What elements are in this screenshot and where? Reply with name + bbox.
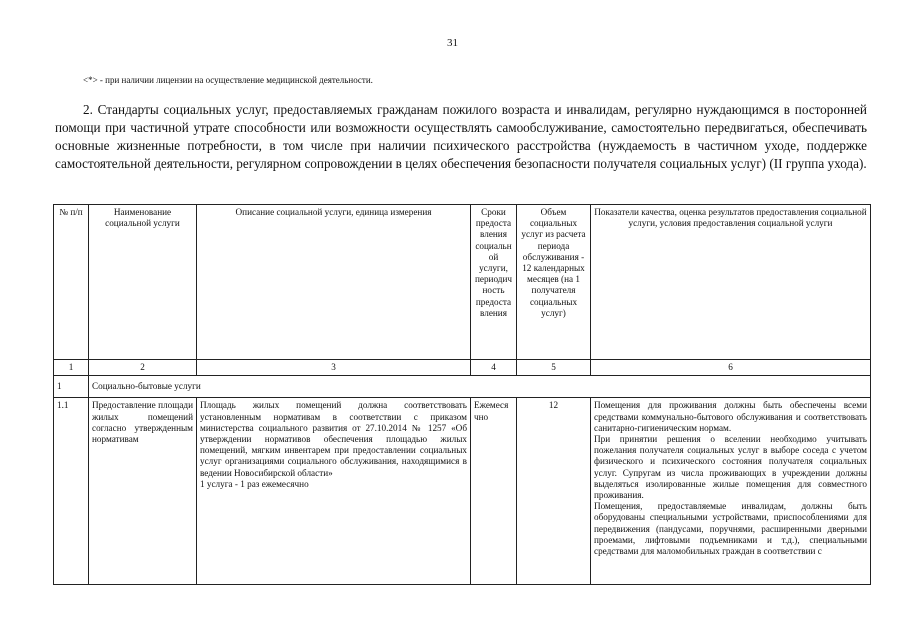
- quality-paragraph: Помещения, предоставляемые инвалидам, должны быть оборудованы специальными устройствами, приспособлениями для передвижения (пандусами, поручнями, расширенными дверными проемами, лифтовыми подъемниками и т.д.), специальными средствами для маломобильных граждан в соответствии с: [594, 501, 867, 557]
- section-title: Социально-бытовые услуги: [89, 376, 871, 398]
- quality-paragraph: Помещения для проживания должны быть обеспечены всеми средствами коммунально-бытового обслуживания и соответствовать санитарно-гигиеническим нормам.: [594, 400, 867, 433]
- row-description: [197, 398, 471, 585]
- row-volume: 12: [517, 398, 591, 585]
- header-volume: Объем социальных услуг из расчета периода обслуживания - 12 календарных месяцев (на 1 получателя социальных услуг): [517, 205, 591, 360]
- row-service-name: Предоставление площади жилых помещений согласно утвержденным нормативам: [89, 398, 197, 585]
- section-heading-text: 2. Стандарты социальных услуг, предоставляемых гражданам пожилого возраста и инвалидам, регулярно нуждающимся в посторонней помощи при частичной утрате способности или возможности осуществлять самообслуживание, самостоятельно передвигаться, обеспечивать основные жизненные потребности, в том числе при наличии психического расстройства (нуждаемость в частичном уходе, поддержке самостоятельной деятельности, регулярном сопровождении в целях обеспечения безопасности получателя социальных услуг) (II группа ухода).: [55, 102, 867, 171]
- table-row: [54, 398, 871, 585]
- row-number: 1.1: [54, 398, 89, 585]
- services-table: [53, 204, 871, 585]
- quality-paragraph: При принятии решения о вселении необходимо учитывать пожелания получателя социальных услуг в выборе соседа с учетом физического и психического состояния получателя социальных услуг. Супругам из числа проживающих в учреждении должны выделяться изолированные жилые помещения для совместного проживания.: [594, 434, 867, 501]
- row-description-text: Площадь жилых помещений должна соответствовать установленным нормативам в соответствии с приказом министерства социального развития от 27.10.2014 № 1257 «Об утверждении нормативов обеспечения площадью жилых помещений, мягким инвентарем при предоставлении социальных услуг организациями социального обслуживания, находящимися в ведении Новосибирской области»: [200, 400, 467, 478]
- column-number: 2: [89, 360, 197, 376]
- header-periodicity: Сроки предоста вления социальн ой услуги, периодич ность предоста вления: [471, 205, 517, 360]
- header-description: Описание социальной услуги, единица измерения: [197, 205, 471, 360]
- column-number: 3: [197, 360, 471, 376]
- page-number: 31: [447, 37, 458, 49]
- row-quality: [591, 398, 871, 585]
- section-number: 1: [54, 376, 89, 398]
- header-quality: Показатели качества, оценка результатов предоставления социальной услуги, условия предоставления социальной услуги: [591, 205, 871, 360]
- column-number: 1: [54, 360, 89, 376]
- row-unit: 1 услуга - 1 раз ежемесячно: [200, 478, 309, 489]
- row-periodicity: Ежемеся чно: [471, 398, 517, 585]
- column-number: 5: [517, 360, 591, 376]
- column-number: 4: [471, 360, 517, 376]
- section-heading: [55, 101, 867, 173]
- section-row: [54, 376, 871, 398]
- column-number-row: [54, 360, 871, 376]
- table-header-row: [54, 205, 871, 360]
- header-number: № п/п: [54, 205, 89, 360]
- header-service-name: Наименование социальной услуги: [89, 205, 197, 360]
- footnote: <*> - при наличии лицензии на осуществление медицинской деятельности.: [83, 75, 373, 85]
- column-number: 6: [591, 360, 871, 376]
